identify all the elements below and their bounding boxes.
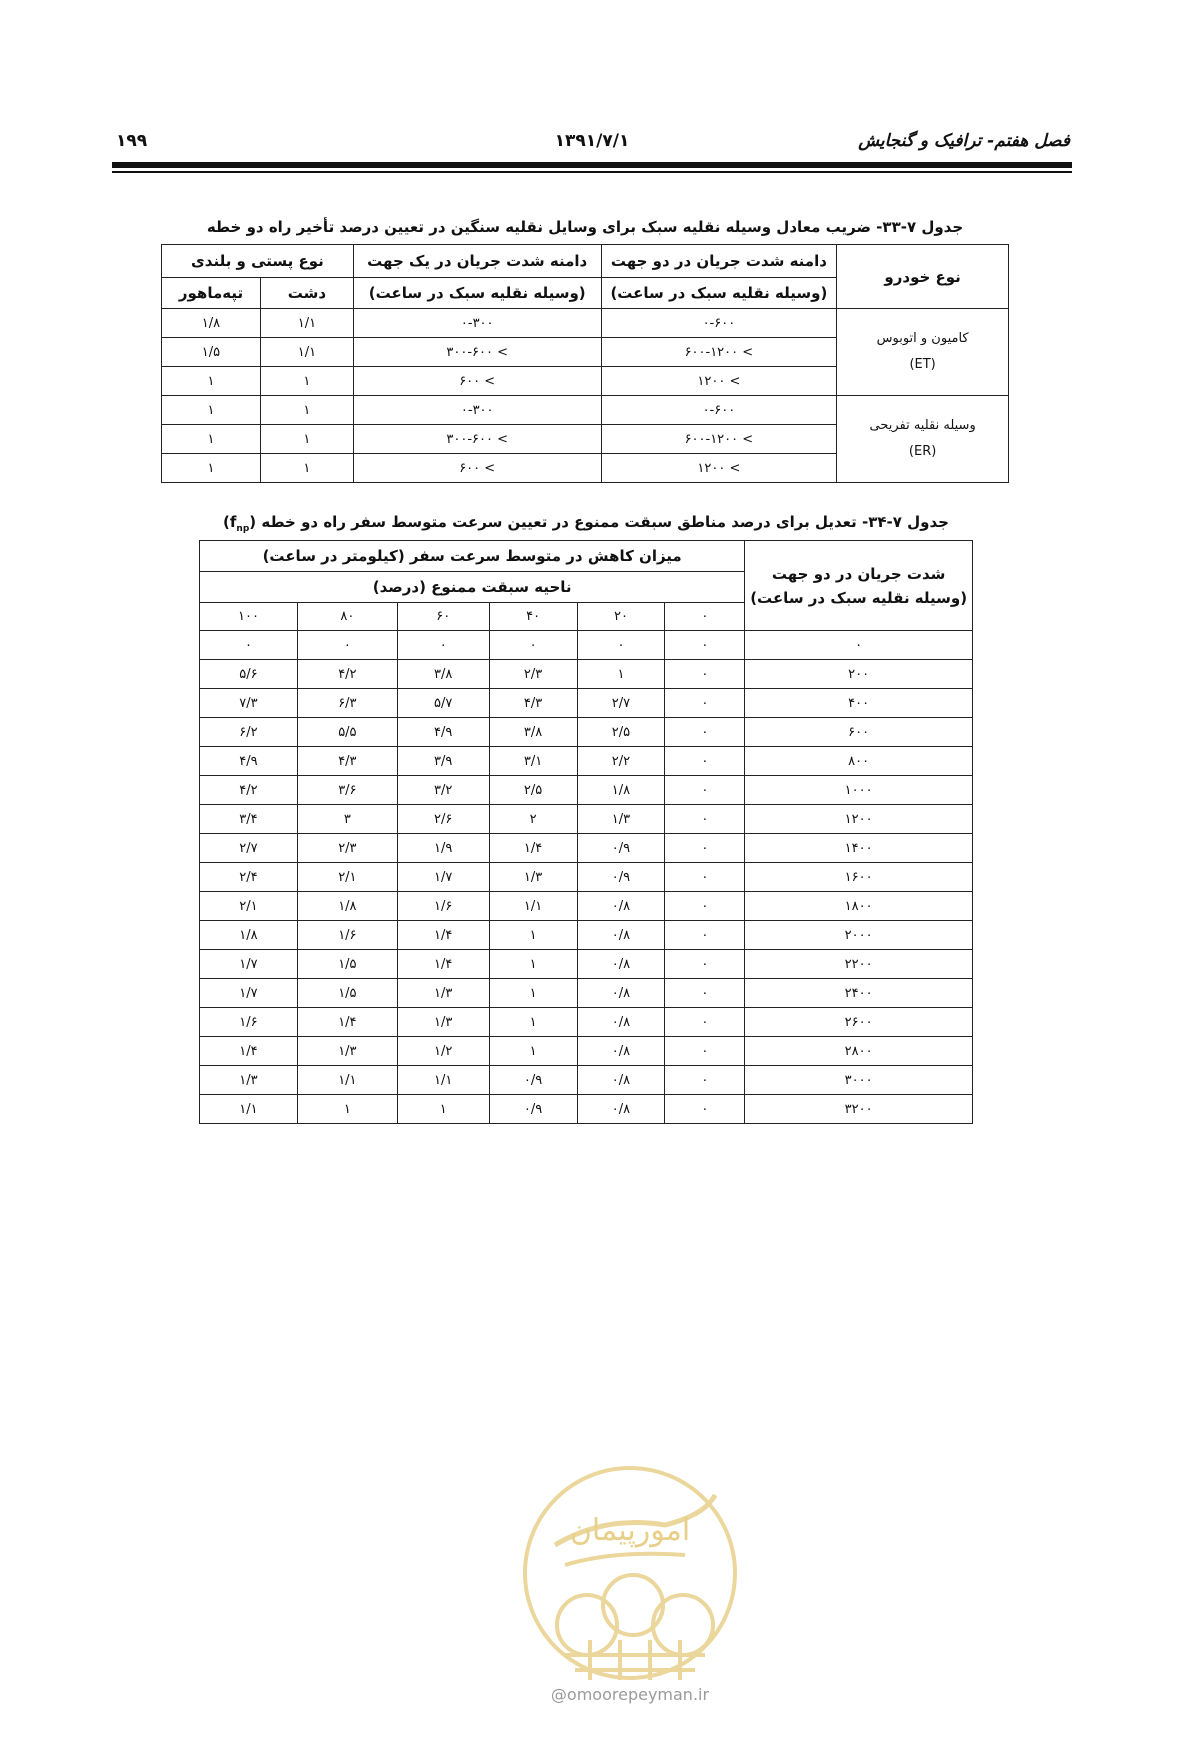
t34-cell-value: ۱/۸: [297, 892, 397, 921]
t34-header-reduction: میزان کاهش در متوسط سرعت سفر (کیلومتر در ساعت): [200, 541, 745, 572]
t34-cell-value: ۰: [665, 747, 745, 776]
t34-cell-value: ۳: [297, 805, 397, 834]
t34-cell-value: ۲/۳: [489, 660, 577, 689]
t34-cell-value: ۲/۳: [297, 834, 397, 863]
t34-row: [200, 834, 973, 863]
t33-cell-level: ۱: [260, 454, 353, 483]
t34-cell-value: ۲/۴: [200, 863, 298, 892]
table33-caption: جدول ۷-۳۳- ضریب معادل وسیله نقلیه سبک برای وسایل نقلیه سنگین در تعیین درصد تأخیر راه دو خطه: [206, 218, 964, 236]
t33-cell-two-dir: > ۱۲۰۰: [601, 367, 837, 396]
t34-cell-value: ۱/۹: [397, 834, 489, 863]
t33-cell-rolling: ۱/۸: [162, 309, 261, 338]
t34-header-flow: [745, 541, 973, 631]
t34-cell-value: ۱/۳: [397, 979, 489, 1008]
watermark-logo-icon: [495, 1455, 765, 1685]
t34-cell-value: ۱: [489, 1008, 577, 1037]
t34-cell-value: ۱: [397, 1095, 489, 1124]
t34-cell-value: ۰: [665, 776, 745, 805]
t33-cell-one-dir: ۰-۳۰۰: [353, 309, 601, 338]
t34-cell-flow: ۲۶۰۰: [745, 1008, 973, 1037]
t34-cell-value: ۰/۸: [577, 1095, 665, 1124]
t34-cell-value: ۱/۳: [489, 863, 577, 892]
t34-cell-value: ۲/۵: [577, 718, 665, 747]
t34-cell-value: ۰: [397, 631, 489, 660]
t34-cell-flow: ۲۴۰۰: [745, 979, 973, 1008]
t33-header-one-dir: دامنه شدت جریان در یک جهت: [353, 245, 601, 278]
t34-cell-value: ۰/۹: [577, 863, 665, 892]
t33-vehicle-name: کامیون و اتوبوس: [876, 331, 969, 346]
t34-cell-flow: ۸۰۰: [745, 747, 973, 776]
chapter-title: فصل هفتم- ترافیک و گنجایش: [858, 131, 1070, 151]
t33-header-rolling: تپه‌ماهور: [162, 278, 261, 309]
t34-row: [200, 776, 973, 805]
t34-cell-value: ۰/۸: [577, 892, 665, 921]
t33-row: [162, 396, 1009, 425]
t33-header-one-dir-unit: (وسیله نقلیه سبک در ساعت): [353, 278, 601, 309]
t34-cell-value: ۱/۵: [297, 950, 397, 979]
t34-cell-flow: ۱۲۰۰: [745, 805, 973, 834]
t34-cell-value: ۶/۲: [200, 718, 298, 747]
t34-header-percent: ۶۰: [397, 603, 489, 631]
t33-vehicle-cell: [837, 309, 1009, 396]
t34-cell-value: ۰: [665, 863, 745, 892]
t34-cell-value: ۱: [489, 921, 577, 950]
t33-cell-two-dir: > ۶۰۰-۱۲۰۰: [601, 425, 837, 454]
t34-cell-value: ۰: [665, 1037, 745, 1066]
t33-vehicle-symbol: (ER): [908, 444, 937, 459]
t34-row: [200, 950, 973, 979]
t33-cell-level: ۱/۱: [260, 338, 353, 367]
t34-cell-flow: ۴۰۰: [745, 689, 973, 718]
t33-cell-one-dir: > ۳۰۰-۶۰۰: [353, 425, 601, 454]
t34-row: [200, 747, 973, 776]
t34-cell-flow: ۱۴۰۰: [745, 834, 973, 863]
table34-caption: [199, 513, 973, 534]
t34-cell-value: ۲/۲: [577, 747, 665, 776]
t34-header-no-passing: ناحیه سبقت ممنوع (درصد): [200, 572, 745, 603]
t34-cell-value: ۱/۸: [577, 776, 665, 805]
t33-cell-level: ۱/۱: [260, 309, 353, 338]
t34-cell-value: ۰/۹: [489, 1095, 577, 1124]
t33-cell-rolling: ۱: [162, 396, 261, 425]
t33-cell-two-dir: > ۱۲۰۰: [601, 454, 837, 483]
t34-cell-value: ۳/۲: [397, 776, 489, 805]
t34-cell-value: ۱: [489, 950, 577, 979]
t34-header-flow-line1: شدت جریان در دو جهت: [771, 564, 946, 583]
t34-cell-value: ۱/۴: [200, 1037, 298, 1066]
t33-header-vehicle-type: نوع خودرو: [837, 245, 1009, 309]
t34-cell-value: ۰: [665, 805, 745, 834]
t34-cell-flow: ۱۸۰۰: [745, 892, 973, 921]
t34-cell-value: ۰: [200, 631, 298, 660]
header-rule-thick: [112, 162, 1072, 168]
t34-row: [200, 660, 973, 689]
t34-cell-flow: ۱۶۰۰: [745, 863, 973, 892]
t33-cell-two-dir: ۰-۶۰۰: [601, 309, 837, 338]
t34-cell-value: ۲/۱: [200, 892, 298, 921]
t34-cell-value: ۵/۵: [297, 718, 397, 747]
t33-header-level: دشت: [260, 278, 353, 309]
t34-cell-flow: ۲۲۰۰: [745, 950, 973, 979]
t34-cell-value: ۳/۹: [397, 747, 489, 776]
t34-cell-value: ۶/۳: [297, 689, 397, 718]
t34-row: [200, 1008, 973, 1037]
t34-cell-value: ۰: [665, 1066, 745, 1095]
t34-cell-value: ۳/۱: [489, 747, 577, 776]
t34-cell-flow: ۱۰۰۰: [745, 776, 973, 805]
t34-cell-value: ۰: [665, 979, 745, 1008]
t34-cell-value: ۱/۳: [397, 1008, 489, 1037]
t34-cell-value: ۴/۳: [297, 747, 397, 776]
t33-cell-level: ۱: [260, 367, 353, 396]
t34-cell-value: ۰/۹: [489, 1066, 577, 1095]
t34-cell-value: ۲: [489, 805, 577, 834]
t34-cell-value: ۵/۶: [200, 660, 298, 689]
t34-cell-flow: ۰: [745, 631, 973, 660]
t34-cell-value: ۰: [297, 631, 397, 660]
t34-cell-flow: ۲۰۰۰: [745, 921, 973, 950]
t34-cell-value: ۱/۳: [297, 1037, 397, 1066]
table34-caption-main: جدول ۷-۳۴- تعدیل برای درصد مناطق سبقت ممنوع در تعیین سرعت متوسط سفر راه دو خطه (f: [229, 513, 949, 531]
watermark-logo-text: امورپیمان: [569, 1513, 691, 1548]
t34-row: [200, 1037, 973, 1066]
t33-cell-one-dir: ۰-۳۰۰: [353, 396, 601, 425]
t34-cell-value: ۴/۲: [297, 660, 397, 689]
t33-cell-two-dir: ۰-۶۰۰: [601, 396, 837, 425]
t34-cell-value: ۱/۳: [577, 805, 665, 834]
page-number: ۱۹۹: [116, 131, 148, 151]
t34-cell-value: ۰: [665, 892, 745, 921]
t33-cell-one-dir: > ۶۰۰: [353, 367, 601, 396]
t34-cell-value: ۱/۴: [297, 1008, 397, 1037]
t34-cell-value: ۲/۱: [297, 863, 397, 892]
t33-cell-rolling: ۱: [162, 454, 261, 483]
t33-header-two-dir-unit: (وسیله نقلیه سبک در ساعت): [601, 278, 837, 309]
watermark-url: @omoorepeyman.ir: [550, 1685, 710, 1704]
t34-cell-value: ۱/۶: [200, 1008, 298, 1037]
t34-header-percent: ۱۰۰: [200, 603, 298, 631]
t34-cell-value: ۴/۲: [200, 776, 298, 805]
t34-cell-value: ۱: [489, 979, 577, 1008]
watermark: [495, 1455, 765, 1745]
header-rule-thin: [112, 171, 1072, 173]
t34-cell-value: ۱/۲: [397, 1037, 489, 1066]
t34-cell-value: ۰/۸: [577, 1037, 665, 1066]
t34-row: [200, 1066, 973, 1095]
t34-row: [200, 718, 973, 747]
t33-cell-one-dir: > ۳۰۰-۶۰۰: [353, 338, 601, 367]
t34-header-percent: ۲۰: [577, 603, 665, 631]
t34-cell-flow: ۶۰۰: [745, 718, 973, 747]
t34-cell-value: ۴/۹: [397, 718, 489, 747]
t33-cell-level: ۱: [260, 425, 353, 454]
t34-row: [200, 631, 973, 660]
t34-cell-value: ۰: [665, 1008, 745, 1037]
t33-cell-rolling: ۱/۵: [162, 338, 261, 367]
t34-cell-value: ۴/۹: [200, 747, 298, 776]
t34-cell-value: ۰: [665, 834, 745, 863]
t34-cell-value: ۰: [665, 660, 745, 689]
t34-cell-value: ۰: [665, 631, 745, 660]
t34-row: [200, 892, 973, 921]
t34-cell-value: ۰: [665, 921, 745, 950]
t33-cell-rolling: ۱: [162, 425, 261, 454]
t34-cell-value: ۰/۸: [577, 979, 665, 1008]
t34-cell-value: ۳/۸: [489, 718, 577, 747]
t34-cell-value: ۱/۴: [397, 921, 489, 950]
t34-row: [200, 979, 973, 1008]
t34-cell-value: ۱/۶: [397, 892, 489, 921]
t34-cell-value: ۱: [297, 1095, 397, 1124]
t33-cell-rolling: ۱: [162, 367, 261, 396]
t34-cell-value: ۲/۵: [489, 776, 577, 805]
t34-cell-value: ۰: [489, 631, 577, 660]
t34-cell-value: ۷/۳: [200, 689, 298, 718]
t34-cell-value: ۱/۷: [397, 863, 489, 892]
page-date: ۱۳۹۱/۷/۱: [554, 131, 630, 151]
t34-cell-value: ۵/۷: [397, 689, 489, 718]
t33-vehicle-name: وسیله نقلیه تفریحی: [869, 418, 976, 433]
t34-header-percent: ۴۰: [489, 603, 577, 631]
t34-cell-value: ۳/۴: [200, 805, 298, 834]
t34-cell-value: ۱: [489, 1037, 577, 1066]
table34: [199, 540, 973, 1124]
t34-cell-value: ۰: [665, 950, 745, 979]
t34-cell-flow: ۳۲۰۰: [745, 1095, 973, 1124]
t34-cell-value: ۲/۶: [397, 805, 489, 834]
t34-cell-value: ۱/۶: [297, 921, 397, 950]
t34-cell-value: ۱/۱: [489, 892, 577, 921]
t34-row: [200, 1095, 973, 1124]
t34-cell-value: ۰/۸: [577, 921, 665, 950]
t34-cell-value: ۱/۴: [489, 834, 577, 863]
t33-cell-level: ۱: [260, 396, 353, 425]
t33-vehicle-cell: [837, 396, 1009, 483]
t34-row: [200, 689, 973, 718]
t34-cell-value: ۴/۳: [489, 689, 577, 718]
t34-cell-value: ۰: [665, 689, 745, 718]
t34-cell-value: ۱/۱: [397, 1066, 489, 1095]
t34-cell-flow: ۳۰۰۰: [745, 1066, 973, 1095]
t34-cell-value: ۱/۵: [297, 979, 397, 1008]
t34-cell-flow: ۲۰۰: [745, 660, 973, 689]
table34-caption-end: ): [223, 513, 230, 531]
t34-cell-flow: ۲۸۰۰: [745, 1037, 973, 1066]
table34-caption-sub: np: [236, 524, 250, 534]
t34-cell-value: ۳/۸: [397, 660, 489, 689]
t33-row: [162, 309, 1009, 338]
t34-header-percent: ۰: [665, 603, 745, 631]
t34-cell-value: ۰/۸: [577, 1066, 665, 1095]
t34-cell-value: ۰: [577, 631, 665, 660]
t34-cell-value: ۱/۱: [297, 1066, 397, 1095]
t34-cell-value: ۰: [665, 1095, 745, 1124]
t34-cell-value: ۰/۹: [577, 834, 665, 863]
t34-cell-value: ۲/۷: [200, 834, 298, 863]
t34-cell-value: ۱/۳: [200, 1066, 298, 1095]
t33-header-terrain: نوع پستی و بلندی: [162, 245, 354, 278]
t34-header-flow-line2: (وسیله نقلیه سبک در ساعت): [750, 588, 968, 607]
table33: [161, 244, 1009, 483]
t33-vehicle-symbol: (ET): [909, 357, 936, 372]
t34-row: [200, 805, 973, 834]
t33-cell-two-dir: > ۶۰۰-۱۲۰۰: [601, 338, 837, 367]
t34-cell-value: ۱/۷: [200, 979, 298, 1008]
t34-header-percent: ۸۰: [297, 603, 397, 631]
t34-row: [200, 863, 973, 892]
t34-cell-value: ۳/۶: [297, 776, 397, 805]
t34-cell-value: ۰: [665, 718, 745, 747]
t34-row: [200, 921, 973, 950]
t34-cell-value: ۰/۸: [577, 1008, 665, 1037]
page-header: [112, 131, 1072, 161]
t34-cell-value: ۱/۴: [397, 950, 489, 979]
t34-cell-value: ۰/۸: [577, 950, 665, 979]
t34-cell-value: ۱: [577, 660, 665, 689]
t33-header-two-dir: دامنه شدت جریان در دو جهت: [601, 245, 837, 278]
t33-cell-one-dir: > ۶۰۰: [353, 454, 601, 483]
t34-cell-value: ۲/۷: [577, 689, 665, 718]
t34-cell-value: ۱/۱: [200, 1095, 298, 1124]
t34-cell-value: ۱/۷: [200, 950, 298, 979]
t34-cell-value: ۱/۸: [200, 921, 298, 950]
